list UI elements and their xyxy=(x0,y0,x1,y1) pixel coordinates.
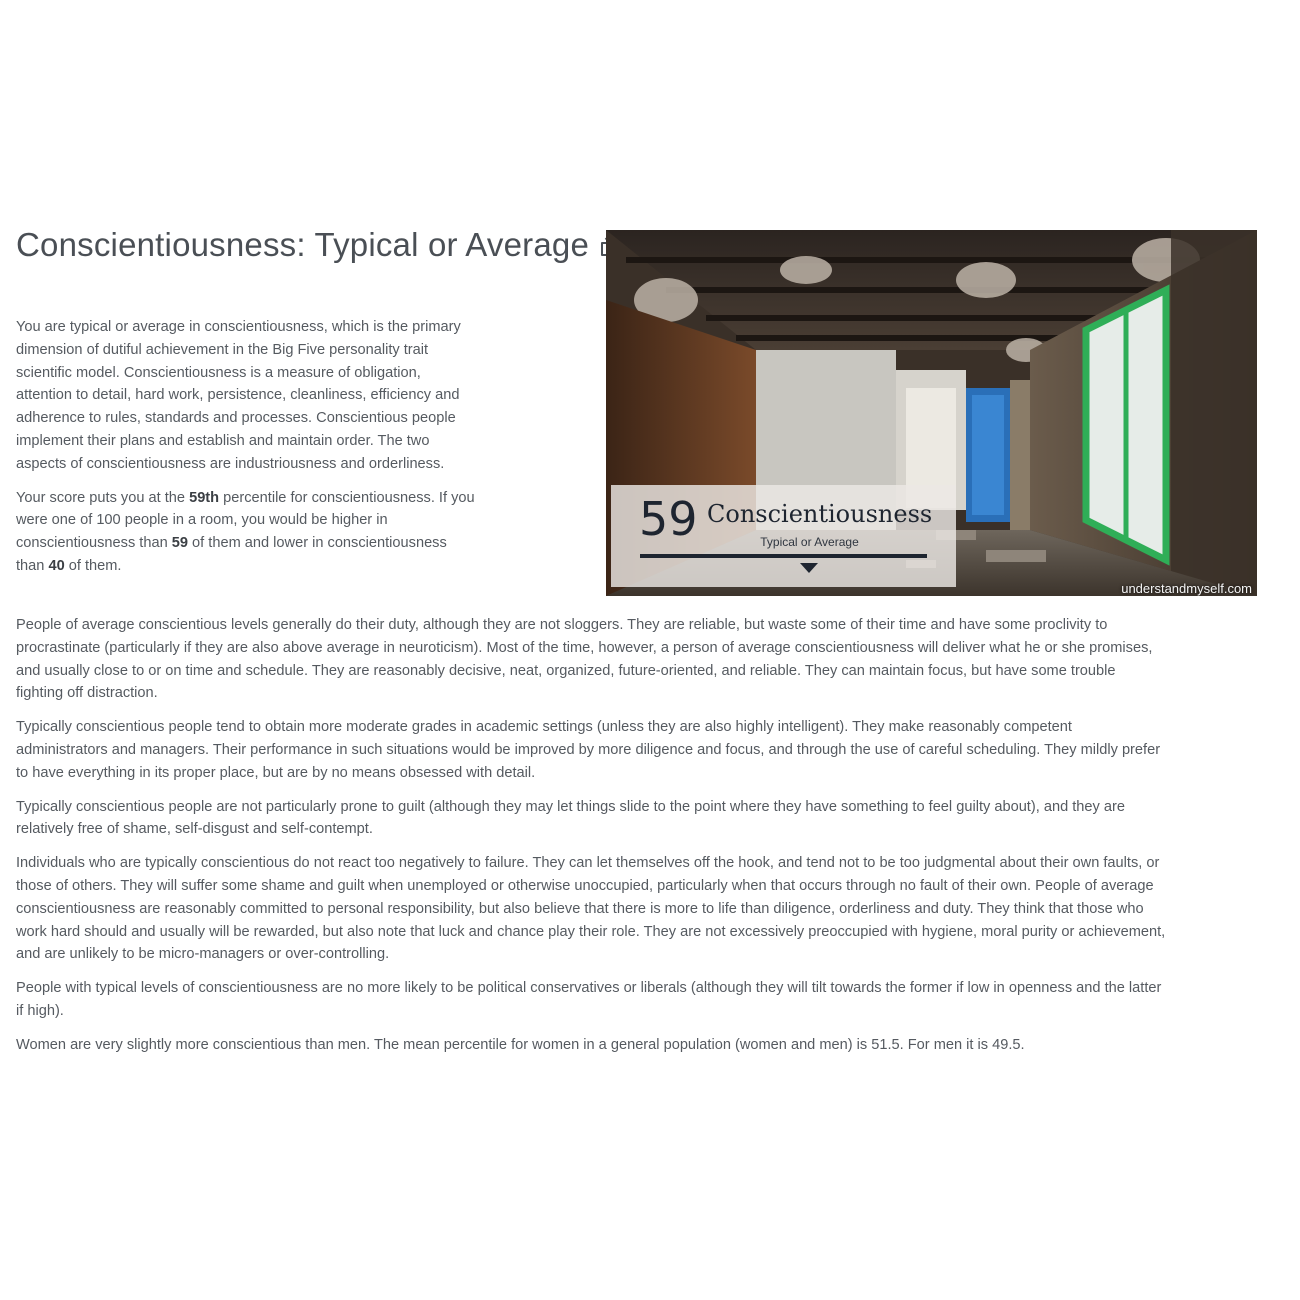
score-trait: Conscientiousness xyxy=(707,500,933,528)
score-bar xyxy=(640,554,927,558)
body-paragraph: People with typical levels of conscientiousness are no more likely to be political conservatives or liberals (although they will tilt towards the former if low in openness and the latter if high). xyxy=(16,980,1162,1019)
body-paragraph: Typically conscientious people are not particularly prone to guilt (although they may let things slide to the point where they have something to feel guilty about), and they are relatively free of shame, self-disgust and self-contempt. xyxy=(16,798,1125,838)
score-number: 59 xyxy=(639,492,698,546)
body-paragraph: People of average conscientious levels generally do their duty, although they are not sloggers. They are reliable, but waste some of their time and have some proclivity to procrastinate (particularly if they are also above average in neuroticism). Most of the time, however, a person of average conscientiousness will deliver what he or she promises, and usually close to or on time and schedule. They are reasonably decisive, neat, organized, future-oriented, and reliable. They can maintain focus, but have some trouble fighting off distraction. xyxy=(16,617,1153,702)
score-text-4: of them. xyxy=(64,557,122,574)
percentile-value: 59th xyxy=(189,489,220,506)
title-row xyxy=(16,224,621,266)
body-paragraph: Typically conscientious people tend to obtain more moderate grades in academic settings (unless they are also highly intelligent). They make reasonably competent administrators and managers. Their performance in such situations would be improved by more diligence and focus, and through the use of careful scheduling. They mildly prefer to have everything in its proper place, but are by no means obsessed with detail. xyxy=(16,719,1161,781)
score-card xyxy=(611,485,956,587)
body-paragraph: Individuals who are typically conscientious do not react too negatively to failure. They can let themselves off the hook, and tend not to be too judgmental about their own faults, or those of others. They will suffer some shame and guilt when unemployed or otherwise unoccupied, particularly when that occurs through no fault of their own. People of average conscientiousness are reasonably committed to personal responsibility, but also believe that there is more to life than diligence, orderliness and duty. They think that those who work hard should and usually will be rewarded, but also note that luck and chance play their role. They are not excessively preoccupied with hygiene, moral purity or achievement, and are unlikely to be micro-managers or over-controlling. xyxy=(16,855,1166,963)
watermark: understandmyself.com xyxy=(1121,581,1252,596)
score-paragraph xyxy=(16,487,478,578)
higher-than-value: 59 xyxy=(171,535,188,552)
intro-paragraph: You are typical or average in conscientiousness, which is the primary dimension of dutiful achievement in the Big Five personality trait scientific model. Conscientiousness is a measure of obligation, attention to detail, hard work, persistence, cleanliness, efficiency and adherence to rules, standards and processes. Conscientious people implement their plans and establish and maintain order. The two aspects of conscientiousness are industriousness and orderliness. xyxy=(16,319,461,472)
score-text-1: Your score puts you at the xyxy=(16,489,190,506)
body-paragraph: Women are very slightly more conscientious than men. The mean percentile for women in a general population (women and men) is 51.5. For men it is 49.5. xyxy=(16,1036,1025,1053)
score-level: Typical or Average xyxy=(760,535,859,549)
score-marker-icon xyxy=(800,563,818,573)
page-title: Conscientiousness: Typical or Average xyxy=(16,226,590,263)
score-text-3: of them and lower in conscientiousness than xyxy=(16,535,447,574)
lower-than-value: 40 xyxy=(48,557,65,574)
intro-text xyxy=(16,316,478,589)
hero-image xyxy=(606,230,1257,596)
body-text xyxy=(16,614,1166,1068)
score-text-2: percentile for conscientiousness. If you were one of 100 people in a room, you would be higher in conscientiousness than xyxy=(16,489,475,552)
